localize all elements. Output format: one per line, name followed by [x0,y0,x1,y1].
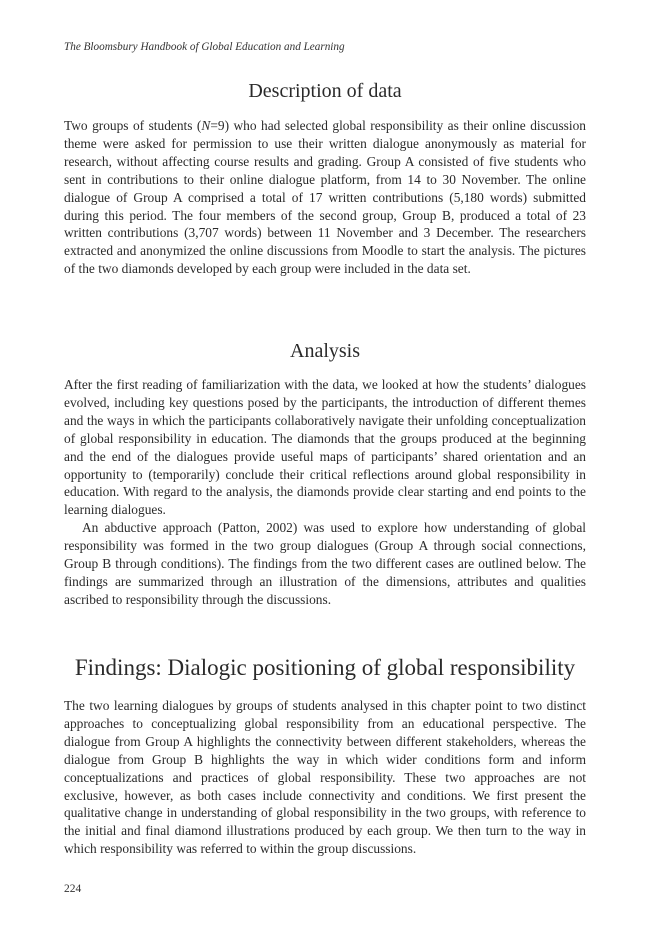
section-heading-analysis: Analysis [290,340,360,362]
running-header: The Bloomsbury Handbook of Global Education and Learning [64,41,345,53]
analysis-paragraph-1: After the first reading of familiarization with the data, we looked at how the students’ dialogues evolved, including key questions posed by the participants, the introduction of different themes and the ways in which the participants collaboratively navigate their unfolding conceptualization of global responsibility in education. The diamonds that the groups produced at the beginning and the end of the dialogues provide useful maps of participants’ shared orientation and an opportunity to (temporarily) conclude their critical reflections around global responsibility in education. With regard to the analysis, the diamonds provide clear starting and end points to the learning dialogues. [64,377,586,518]
section-heading-description: Description of data [248,80,402,102]
analysis-paragraph-2: An abductive approach (Patton, 2002) was used to explore how understanding of global responsibility was formed in the two group dialogues (Group A through social connections, Group B through conditions). The findings from the two different cases are outlined below. The findings are summarized through an illustration of the dimensions, attributes and qualities ascribed to responsibility through the discussions. [64,520,586,607]
page-number: 224 [64,883,82,895]
findings-paragraph: The two learning dialogues by groups of students analysed in this chapter point to two distinct approaches to conceptualizing global responsibility from an educational perspective. The dialogue from Group A highlights the connectivity between different stakeholders, whereas the dialogue from Group B highlights the way in which wider conditions form and inform conceptualizations and practices of global responsibility. These two approaches are not exclusive, however, as both cases include connectivity and conditions. We first present the qualitative change in understanding of global responsibility in the two groups, with reference to the initial and final diamond illustrations produced by each group. We then turn to the way in which responsibility was referred to within the group discussions. [64,698,586,857]
description-paragraph: Two groups of students (N=9) who had selected global responsibility as their online discussion theme were asked for permission to use their written dialogue anonymously as material for research, without affecting course results and grading. Group A consisted of five students who sent in contributions to their online dialogue platform, from 14 to 30 November. The online dialogue of Group A comprised a total of 17 written contributions (5,180 words) submitted during this period. The four members of the second group, Group B, produced a total of 23 written contributions (3,707 words) between 11 November and 3 December. The researchers extracted and anonymized the online discussions from Moodle to start the analysis. The pictures of the two diamonds developed by each group were included in the data set. [64,118,586,277]
section-heading-findings: Findings: Dialogic positioning of global responsibility [74,655,576,680]
